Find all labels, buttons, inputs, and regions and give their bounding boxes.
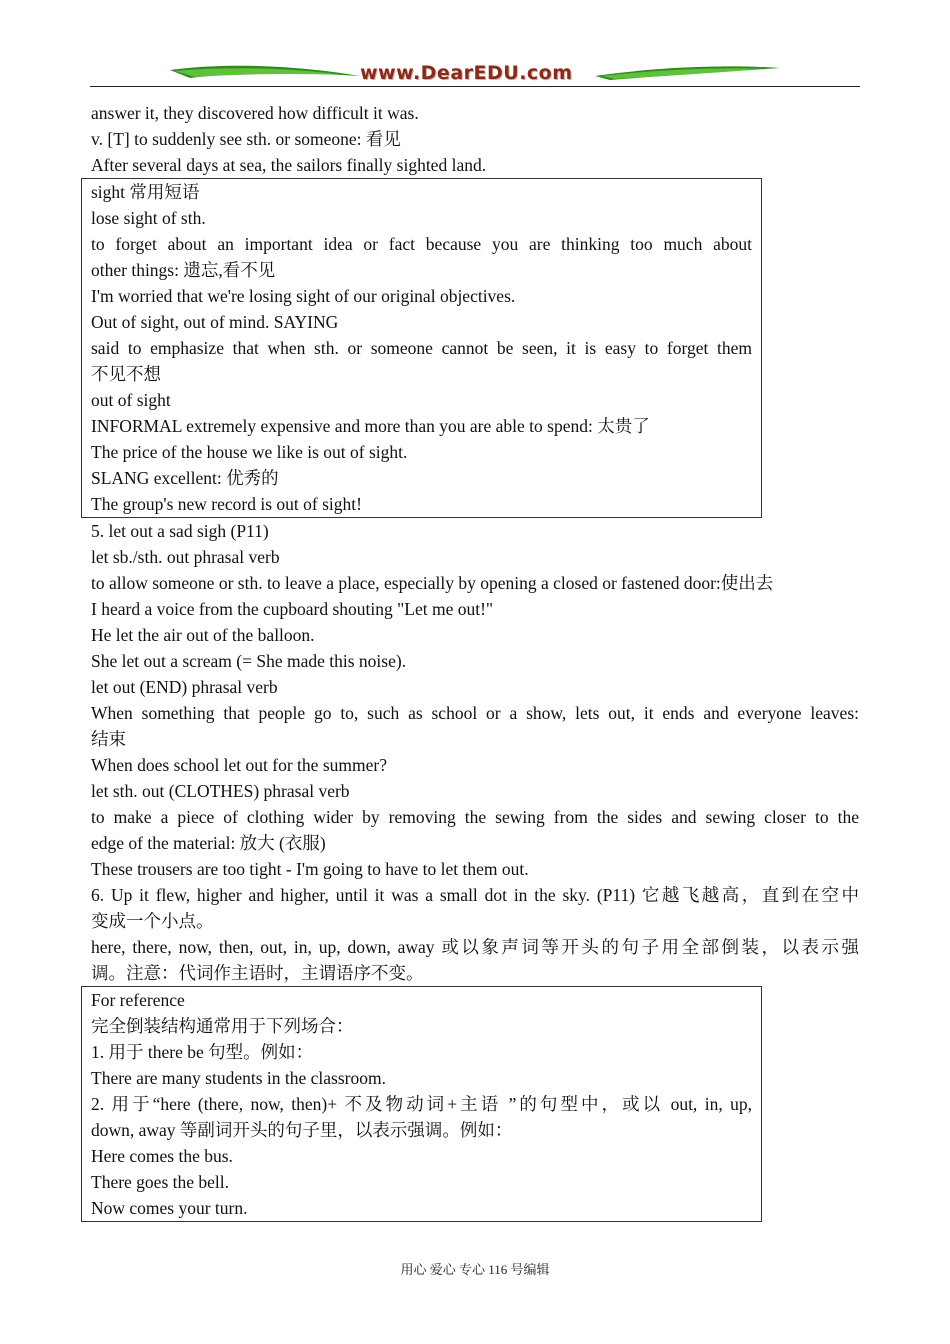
box-line: other things: 遗忘,看不见 [91,260,276,280]
text-line: She let out a scream (= She made this noise). [91,651,407,671]
text-line: 5. let out a sad sigh (P11) [91,521,269,541]
text-line: answer it, they discovered how difficult it was. [91,103,419,123]
box-line: There are many students in the classroom. [91,1068,386,1088]
page-header [90,58,860,90]
sight-phrases-box [81,178,762,518]
page-footer: 用心 爱心 专心 116 号编辑 [400,1262,550,1277]
box-line: The price of the house we like is out of sight. [91,442,408,462]
text-line: He let the air out of the balloon. [91,625,315,645]
box-line: 完全倒装结构通常用于下列场合： [91,1016,354,1036]
text-line: 调。注意：代词作主语时，主谓语序不变。 [91,963,424,983]
text-line: v. [T] to suddenly see sth. or someone: 看见 [91,129,401,149]
box-line: said to emphasize that when sth. or someone cannot be seen, it is easy to forget them [91,338,752,358]
box-line: For reference [91,990,185,1010]
text-line: let sth. out (CLOTHES) phrasal verb [91,781,350,801]
box-line: to forget about an important idea or fact because you are thinking too much about [91,234,752,254]
box-line: 不见不想 [91,364,161,384]
box-line: INFORMAL extremely expensive and more than you are able to spend: 太贵了 [91,416,650,436]
box-line: Out of sight, out of mind. SAYING [91,312,339,332]
box-line: I'm worried that we're losing sight of our original objectives. [91,286,516,306]
text-line: I heard a voice from the cupboard shouting "Let me out!" [91,599,494,619]
text-line: let sb./sth. out phrasal verb [91,547,280,567]
site-logo-text: www.DearEDU.com [360,62,573,84]
text-line: let out (END) phrasal verb [91,677,278,697]
text-line: When does school let out for the summer? [91,755,387,775]
text-line: These trousers are too tight - I'm going to have to let them out. [91,859,529,879]
box-line: There goes the bell. [91,1172,230,1192]
header-rule [90,86,860,87]
text-line: to allow someone or sth. to leave a place, especially by opening a closed or fastened door:使出去 [91,573,774,593]
box-line: lose sight of sth. [91,208,206,228]
box-line: out of sight [91,390,171,410]
box-line: Now comes your turn. [91,1198,248,1218]
text-line: 变成一个小点。 [91,911,214,931]
box-line: SLANG excellent: 优秀的 [91,468,279,488]
text-line: 6. Up it flew, higher and higher, until it was a small dot in the sky. (P11) 它越飞越高，直到在空中 [91,885,859,905]
box-line: Here comes the bus. [91,1146,233,1166]
text-line: 结束 [91,729,126,749]
text-line: here, there, now, then, out, in, up, down, away 或以象声词等开头的句子用全部倒装，以表示强 [91,937,859,957]
reference-box [81,986,762,1222]
box-line: The group's new record is out of sight! [91,494,362,514]
text-line: When something that people go to, such as school or a show, lets out, it ends and everyone leaves: [91,703,859,723]
document-body [91,100,859,1222]
box-line: down, away 等副词开头的句子里，以表示强调。例如： [91,1120,513,1140]
box-line: sight 常用短语 [91,182,200,202]
text-line: to make a piece of clothing wider by removing the sewing from the sides and sewing closer to the [91,807,859,827]
box-line: 1. 用于 there be 句型。例如： [91,1042,314,1062]
box-line: 2. 用于“here (there, now, then)+ 不及物动词+主语 ”的句型中，或以 out, in, up, [91,1094,752,1114]
text-line: edge of the material: 放大 (衣服) [91,833,326,853]
text-line: After several days at sea, the sailors finally sighted land. [91,155,487,175]
